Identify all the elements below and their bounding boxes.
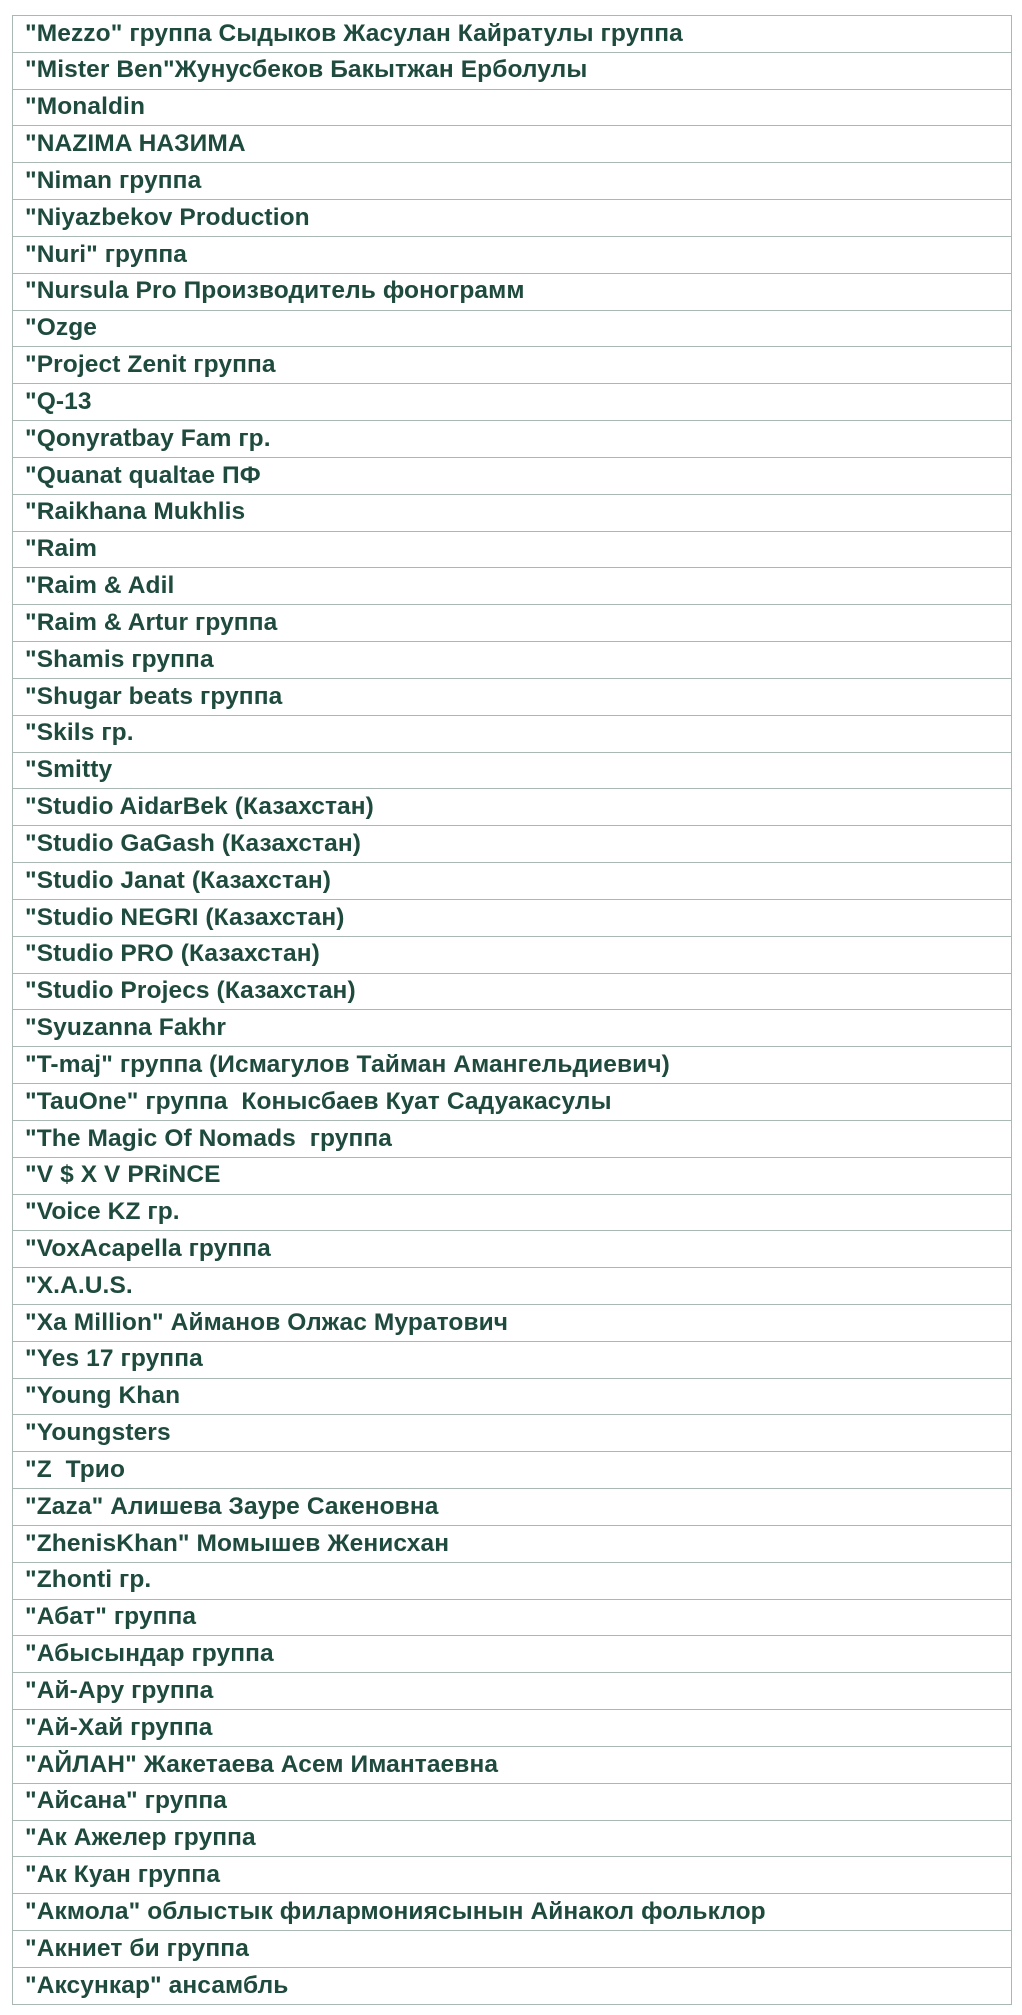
table-row[interactable] (13, 200, 1011, 237)
table-cell: "Studio PRO (Казахстан) (25, 940, 320, 968)
table-row[interactable] (13, 1894, 1011, 1931)
table-row[interactable] (13, 1342, 1011, 1379)
table-cell: "Ай-Хай группа (25, 1713, 213, 1741)
table-cell: "Ак Ажелер группа (25, 1824, 256, 1852)
table-row[interactable] (13, 1415, 1011, 1452)
table-row[interactable] (13, 1857, 1011, 1894)
table-cell: "Syuzanna Fakhr (25, 1014, 227, 1042)
table-row[interactable] (13, 642, 1011, 679)
table-cell: "Yes 17 группа (25, 1345, 203, 1373)
table-row[interactable] (13, 605, 1011, 642)
table-cell: "Z Трио (25, 1455, 126, 1483)
table-cell: "NAZIMA НАЗИМА (25, 130, 246, 158)
table-cell: "Акмола" облыстык филармониясынын Айнакол фольклор (25, 1897, 766, 1925)
table-row[interactable] (13, 1452, 1011, 1489)
table-row[interactable] (13, 90, 1011, 127)
table-cell: "Айсана" группа (25, 1787, 227, 1815)
table-row[interactable] (13, 1268, 1011, 1305)
table-row[interactable] (13, 1673, 1011, 1710)
table-cell: "TauOne" группа Конысбаев Куат Садуакасулы (25, 1087, 612, 1115)
table-row[interactable] (13, 1010, 1011, 1047)
table-row[interactable] (13, 458, 1011, 495)
table-row[interactable] (13, 974, 1011, 1011)
table-row[interactable] (13, 900, 1011, 937)
table-cell: "Аксункар" ансамбль (25, 1971, 289, 1999)
table-cell: "Studio Janat (Казахстан) (25, 866, 331, 894)
table-cell: "Niman группа (25, 166, 202, 194)
table-row[interactable] (13, 1526, 1011, 1563)
table-cell: "Mister Ben"Жунусбеков Бакытжан Ерболулы (25, 56, 588, 84)
table-cell: "Zhonti гр. (25, 1566, 152, 1594)
table-cell: "Young Khan (25, 1382, 181, 1410)
table-row[interactable] (13, 937, 1011, 974)
table-row[interactable] (13, 568, 1011, 605)
table-row[interactable] (13, 1379, 1011, 1416)
table-cell: "Raikhana Mukhlis (25, 498, 246, 526)
table-row[interactable] (13, 716, 1011, 753)
table-cell: "Raim & Adil (25, 572, 175, 600)
table-row[interactable] (13, 789, 1011, 826)
table-cell: "T-maj" группа (Исмагулов Тайман Амангельдиевич) (25, 1050, 670, 1078)
table-row[interactable] (13, 826, 1011, 863)
table-row[interactable] (13, 1931, 1011, 1968)
table-cell: "Smitty (25, 756, 113, 784)
spreadsheet-table (12, 15, 1012, 2005)
table-cell: "Nursula Pro Производитель фонограмм (25, 277, 525, 305)
table-row[interactable] (13, 1821, 1011, 1858)
table-row[interactable] (13, 1784, 1011, 1821)
table-row[interactable] (13, 1636, 1011, 1673)
table-row[interactable] (13, 347, 1011, 384)
table-cell: "Акниет би группа (25, 1934, 249, 1962)
table-row[interactable] (13, 1231, 1011, 1268)
table-row[interactable] (13, 679, 1011, 716)
table-cell: "Raim (25, 535, 98, 563)
table-row[interactable] (13, 1968, 1011, 2005)
table-row[interactable] (13, 421, 1011, 458)
table-cell: "Shugar beats группа (25, 682, 283, 710)
table-cell: "Shamis группа (25, 645, 214, 673)
table-row[interactable] (13, 163, 1011, 200)
table-row[interactable] (13, 53, 1011, 90)
table-row[interactable] (13, 1047, 1011, 1084)
table-row[interactable] (13, 1121, 1011, 1158)
table-row[interactable] (13, 1710, 1011, 1747)
table-cell: "АЙЛАН" Жакетаева Асем Имантаевна (25, 1750, 499, 1778)
table-cell: "Raim & Artur группа (25, 608, 278, 636)
table-cell: "Q-13 (25, 387, 92, 415)
table-cell: "Zaza" Алишева Зауре Сакеновна (25, 1492, 439, 1520)
table-cell: "VoxAcapella группа (25, 1234, 271, 1262)
table-row[interactable] (13, 532, 1011, 569)
table-row[interactable] (13, 1195, 1011, 1232)
table-cell: "Voice KZ гр. (25, 1198, 180, 1226)
table-row[interactable] (13, 1563, 1011, 1600)
table-cell: "Studio Projecs (Казахстан) (25, 977, 356, 1005)
table-row[interactable] (13, 1600, 1011, 1637)
table-row[interactable] (13, 1084, 1011, 1121)
table-row[interactable] (13, 237, 1011, 274)
table-row[interactable] (13, 1305, 1011, 1342)
table-cell: "Niyazbekov Production (25, 203, 310, 231)
table-cell: "Studio NEGRI (Казахстан) (25, 903, 345, 931)
table-row[interactable] (13, 863, 1011, 900)
table-cell: "The Magic Of Nomads группа (25, 1124, 393, 1152)
table-cell: "Quanat qualtae ПФ (25, 461, 261, 489)
table-row[interactable] (13, 1747, 1011, 1784)
table-cell: "Xa Million" Айманов Олжас Муратович (25, 1308, 509, 1336)
table-cell: "Project Zenit группа (25, 351, 276, 379)
table-row[interactable] (13, 16, 1011, 53)
table-cell: "V $ X V PRiNCE (25, 1161, 221, 1189)
table-cell: "Ак Куан группа (25, 1861, 221, 1889)
table-cell: "Nuri" группа (25, 240, 188, 268)
table-row[interactable] (13, 753, 1011, 790)
table-cell: "Абат" группа (25, 1603, 197, 1631)
table-cell: "Qonyratbay Fam гр. (25, 424, 271, 452)
table-cell: "Studio AidarBek (Казахстан) (25, 793, 374, 821)
table-cell: "Mezzo" группа Сыдыков Жасулан Кайратулы группа (25, 19, 683, 47)
table-row[interactable] (13, 126, 1011, 163)
table-cell: "Skils гр. (25, 719, 134, 747)
table-row[interactable] (13, 311, 1011, 348)
table-row[interactable] (13, 1158, 1011, 1195)
table-cell: "X.A.U.S. (25, 1271, 133, 1299)
table-row[interactable] (13, 1489, 1011, 1526)
table-cell: "Абысындар группа (25, 1640, 274, 1668)
table-row[interactable] (13, 495, 1011, 532)
table-cell: "Ozge (25, 314, 98, 342)
table-row[interactable] (13, 384, 1011, 421)
table-row[interactable] (13, 274, 1011, 311)
table-cell: "ZhenisKhan" Момышев Женисхан (25, 1529, 450, 1557)
table-cell: "Studio GaGash (Казахстан) (25, 829, 362, 857)
table-cell: "Monaldin (25, 93, 146, 121)
table-cell: "Youngsters (25, 1419, 171, 1447)
table-cell: "Ай-Ару группа (25, 1676, 214, 1704)
